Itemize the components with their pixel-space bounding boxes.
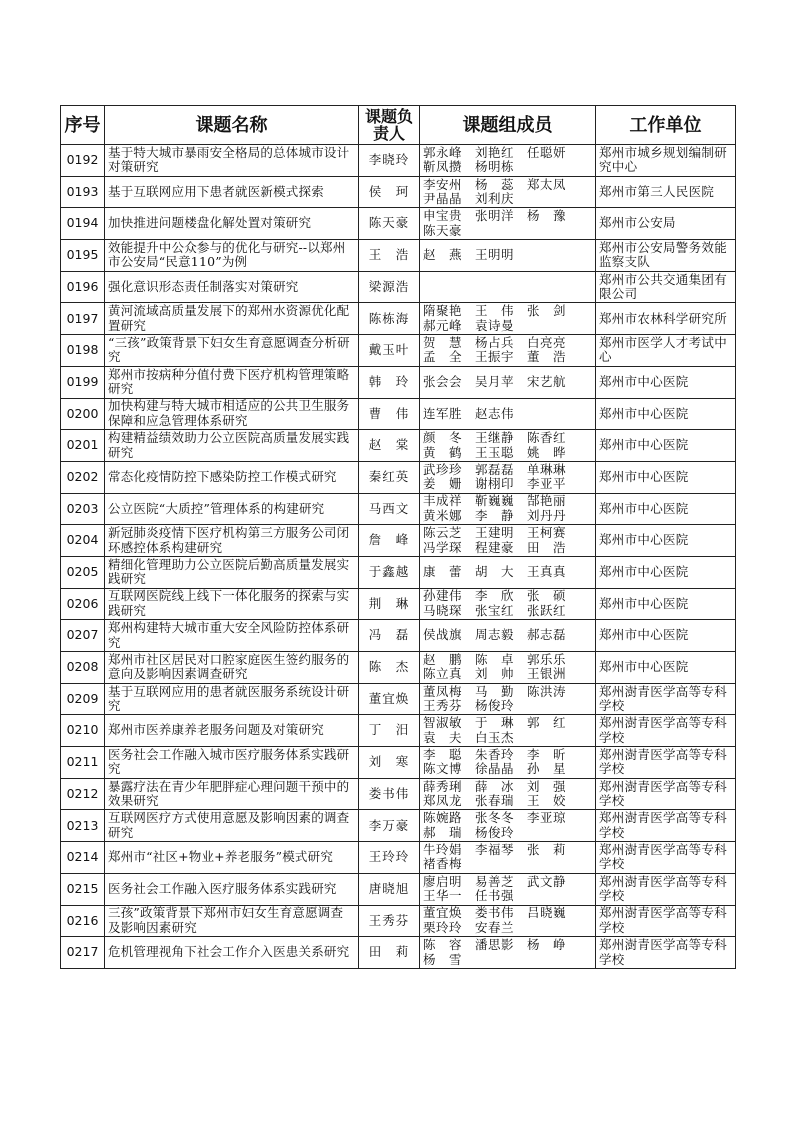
cell-seq: 0213 <box>61 810 105 842</box>
table-row <box>61 430 736 462</box>
cell-unit: 郑州澍青医学高等专科学校 <box>596 747 736 779</box>
table-row <box>61 525 736 557</box>
cell-unit: 郑州澍青医学高等专科学校 <box>596 937 736 969</box>
cell-members: 郭永峰 刘艳红 任聪妍 靳凤攒 杨明栋 <box>420 145 596 177</box>
research-topics-table <box>60 105 736 969</box>
cell-leader: 娄书伟 <box>359 778 420 810</box>
header-members: 课题组成员 <box>420 106 596 145</box>
table-row <box>61 240 736 272</box>
cell-leader: 马西文 <box>359 493 420 525</box>
cell-title: 基于互联网应用的患者就医服务系统设计研究 <box>105 683 359 715</box>
cell-seq: 0204 <box>61 525 105 557</box>
cell-members: 智淑敏 于 琳 郭 红 袁 夫 白玉杰 <box>420 715 596 747</box>
cell-leader: 侯 珂 <box>359 176 420 208</box>
table-row <box>61 810 736 842</box>
table-row <box>61 873 736 905</box>
cell-seq: 0197 <box>61 303 105 335</box>
cell-unit: 郑州市中心医院 <box>596 430 736 462</box>
cell-seq: 0212 <box>61 778 105 810</box>
research-topics-sheet <box>60 105 736 969</box>
cell-title: 强化意识形态责任制落实对策研究 <box>105 271 359 303</box>
cell-unit: 郑州市公安局警务效能监察支队 <box>596 240 736 272</box>
cell-members: 董宜焕 娄书伟 吕晓巍 栗玲玲 安春兰 <box>420 905 596 937</box>
cell-seq: 0193 <box>61 176 105 208</box>
cell-unit: 郑州澍青医学高等专科学校 <box>596 715 736 747</box>
table-row <box>61 176 736 208</box>
table-row <box>61 652 736 684</box>
cell-title: 互联网医院线上线下一体化服务的探索与实践研究 <box>105 588 359 620</box>
cell-unit: 郑州澍青医学高等专科学校 <box>596 778 736 810</box>
cell-members: 陈 容 潘思影 杨 峥 杨 雪 <box>420 937 596 969</box>
cell-seq: 0210 <box>61 715 105 747</box>
cell-members: 贺 慧 杨占兵 白亮亮 孟 全 王振宇 董 浩 <box>420 335 596 367</box>
cell-seq: 0192 <box>61 145 105 177</box>
cell-unit: 郑州澍青医学高等专科学校 <box>596 873 736 905</box>
cell-members: 侯战旗 周志毅 郝志磊 <box>420 620 596 652</box>
cell-leader: 詹 峰 <box>359 525 420 557</box>
cell-unit: 郑州澍青医学高等专科学校 <box>596 905 736 937</box>
cell-members: 李 聪 朱香玲 李 昕 陈文博 徐晶晶 孙 星 <box>420 747 596 779</box>
cell-leader: 李万豪 <box>359 810 420 842</box>
cell-leader: 荆 琳 <box>359 588 420 620</box>
cell-leader: 陈天豪 <box>359 208 420 240</box>
cell-unit: 郑州澍青医学高等专科学校 <box>596 683 736 715</box>
cell-leader: 韩 玲 <box>359 366 420 398</box>
cell-members <box>420 271 596 303</box>
cell-members: 赵 鹏 陈 卓 郭乐乐 陈立真 刘 帅 王银洲 <box>420 652 596 684</box>
header-title: 课题名称 <box>105 106 359 145</box>
cell-seq: 0206 <box>61 588 105 620</box>
cell-members: 连军胜 赵志伟 <box>420 398 596 430</box>
cell-seq: 0195 <box>61 240 105 272</box>
table-row <box>61 620 736 652</box>
cell-title: 郑州市医养康养老服务问题及对策研究 <box>105 715 359 747</box>
cell-leader: 梁源浩 <box>359 271 420 303</box>
cell-seq: 0196 <box>61 271 105 303</box>
cell-leader: 唐晓旭 <box>359 873 420 905</box>
cell-unit: 郑州市医学人才考试中心 <box>596 335 736 367</box>
table-row <box>61 715 736 747</box>
cell-unit: 郑州市中心医院 <box>596 556 736 588</box>
cell-members: 丰成祥 靳巍巍 郜艳丽 黄米娜 李 静 刘丹丹 <box>420 493 596 525</box>
cell-unit: 郑州市中心医院 <box>596 588 736 620</box>
cell-leader: 田 莉 <box>359 937 420 969</box>
table-row <box>61 208 736 240</box>
cell-leader: 秦红英 <box>359 461 420 493</box>
cell-leader: 陈 杰 <box>359 652 420 684</box>
cell-unit: 郑州市中心医院 <box>596 620 736 652</box>
table-row <box>61 778 736 810</box>
cell-seq: 0209 <box>61 683 105 715</box>
cell-unit: 郑州市公安局 <box>596 208 736 240</box>
cell-unit: 郑州市公共交通集团有限公司 <box>596 271 736 303</box>
cell-members: 武珍珍 郭磊磊 单琳琳 姜 姗 谢栩印 李亚平 <box>420 461 596 493</box>
cell-members: 赵 燕 王明明 <box>420 240 596 272</box>
cell-seq: 0203 <box>61 493 105 525</box>
cell-seq: 0215 <box>61 873 105 905</box>
cell-leader: 丁 汨 <box>359 715 420 747</box>
cell-members: 隋聚艳 王 伟 张 剑 郝元峰 袁诗曼 <box>420 303 596 335</box>
cell-seq: 0201 <box>61 430 105 462</box>
table-row <box>61 937 736 969</box>
cell-title: 公立医院“大质控”管理体系的构建研究 <box>105 493 359 525</box>
cell-seq: 0207 <box>61 620 105 652</box>
cell-seq: 0198 <box>61 335 105 367</box>
cell-seq: 0205 <box>61 556 105 588</box>
cell-leader: 董宜焕 <box>359 683 420 715</box>
table-row <box>61 398 736 430</box>
cell-leader: 王 浩 <box>359 240 420 272</box>
table-body <box>61 145 736 969</box>
cell-seq: 0199 <box>61 366 105 398</box>
table-row <box>61 145 736 177</box>
cell-title: 加快推进问题楼盘化解处置对策研究 <box>105 208 359 240</box>
cell-leader: 戴玉叶 <box>359 335 420 367</box>
cell-title: “三孩”政策背景下妇女生育意愿调查分析研究 <box>105 335 359 367</box>
header-unit: 工作单位 <box>596 106 736 145</box>
cell-unit: 郑州市中心医院 <box>596 366 736 398</box>
table-row <box>61 493 736 525</box>
cell-title: 常态化疫情防控下感染防控工作模式研究 <box>105 461 359 493</box>
cell-unit: 郑州市中心医院 <box>596 652 736 684</box>
cell-title: 郑州市“社区+物业+养老服务”模式研究 <box>105 842 359 874</box>
cell-seq: 0211 <box>61 747 105 779</box>
table-row <box>61 588 736 620</box>
cell-members: 薛秀琍 薛 冰 刘 强 郑凤龙 张春瑞 王 姣 <box>420 778 596 810</box>
header-row <box>61 106 736 145</box>
cell-title: 构建精益绩效助力公立医院高质量发展实践研究 <box>105 430 359 462</box>
cell-title: 郑州构建特大城市重大安全风险防控体系研究 <box>105 620 359 652</box>
table-row <box>61 366 736 398</box>
cell-title: 基于互联网应用下患者就医新模式探索 <box>105 176 359 208</box>
table-row <box>61 461 736 493</box>
cell-leader: 冯 磊 <box>359 620 420 652</box>
cell-seq: 0208 <box>61 652 105 684</box>
cell-seq: 0214 <box>61 842 105 874</box>
cell-unit: 郑州澍青医学高等专科学校 <box>596 842 736 874</box>
cell-members: 申宝贵 张明洋 杨 豫 陈天豪 <box>420 208 596 240</box>
table-row <box>61 556 736 588</box>
cell-title: 精细化管理助力公立医院后勤高质量发展实践研究 <box>105 556 359 588</box>
table-row <box>61 335 736 367</box>
header-leader: 课题负责人 <box>359 106 420 145</box>
cell-seq: 0216 <box>61 905 105 937</box>
cell-title: 医务社会工作融入医疗服务体系实践研究 <box>105 873 359 905</box>
cell-seq: 0194 <box>61 208 105 240</box>
cell-unit: 郑州市第三人民医院 <box>596 176 736 208</box>
table-row <box>61 683 736 715</box>
cell-unit: 郑州市农林科学研究所 <box>596 303 736 335</box>
cell-leader: 刘 寒 <box>359 747 420 779</box>
cell-leader: 王玲玲 <box>359 842 420 874</box>
cell-leader: 李晓玲 <box>359 145 420 177</box>
cell-leader: 于鑫越 <box>359 556 420 588</box>
cell-members: 董凤梅 马 勤 陈洪涛 王秀芬 杨俊玲 <box>420 683 596 715</box>
cell-leader: 王秀芬 <box>359 905 420 937</box>
cell-title: 郑州市按病种分值付费下医疗机构管理策略研究 <box>105 366 359 398</box>
cell-unit: 郑州市中心医院 <box>596 525 736 557</box>
cell-leader: 赵 棠 <box>359 430 420 462</box>
cell-unit: 郑州澍青医学高等专科学校 <box>596 810 736 842</box>
cell-members: 李安州 杨 蕊 郑太凤 尹晶晶 刘利庆 <box>420 176 596 208</box>
cell-unit: 郑州市中心医院 <box>596 398 736 430</box>
cell-title: 效能提升中公众参与的优化与研究--以郑州市公安局“民意110”为例 <box>105 240 359 272</box>
table-row <box>61 842 736 874</box>
cell-seq: 0200 <box>61 398 105 430</box>
cell-members: 廖启明 易善芝 武文静 王华一 任书强 <box>420 873 596 905</box>
cell-leader: 曹 伟 <box>359 398 420 430</box>
cell-members: 牛玲娟 李福琴 张 莉 褚香梅 <box>420 842 596 874</box>
cell-members: 张会会 吴月苹 宋艺航 <box>420 366 596 398</box>
cell-title: 医务社会工作融入城市医疗服务体系实践研究 <box>105 747 359 779</box>
cell-leader: 陈栋海 <box>359 303 420 335</box>
cell-members: 孙建伟 李 欣 张 硕 马晓琛 张宝红 张跃红 <box>420 588 596 620</box>
cell-unit: 郑州市中心医院 <box>596 461 736 493</box>
cell-title: 黄河流域高质量发展下的郑州水资源优化配置研究 <box>105 303 359 335</box>
cell-title: 暴露疗法在青少年肥胖症心理问题干预中的效果研究 <box>105 778 359 810</box>
cell-title: 基于特大城市暴雨安全格局的总体城市设计对策研究 <box>105 145 359 177</box>
table-row <box>61 905 736 937</box>
table-row <box>61 303 736 335</box>
cell-unit: 郑州市中心医院 <box>596 493 736 525</box>
cell-title: 加快构建与特大城市相适应的公共卫生服务保障和应急管理体系研究 <box>105 398 359 430</box>
cell-unit: 郑州市城乡规划编制研究中心 <box>596 145 736 177</box>
table-row <box>61 271 736 303</box>
table-row <box>61 747 736 779</box>
cell-members: 陈云芝 王建明 王柯赛 冯学琛 程建豪 田 浩 <box>420 525 596 557</box>
cell-seq: 0202 <box>61 461 105 493</box>
cell-members: 康 蕾 胡 大 王真真 <box>420 556 596 588</box>
cell-title: 三孩”政策背景下郑州市妇女生育意愿调查及影响因素研究 <box>105 905 359 937</box>
cell-seq: 0217 <box>61 937 105 969</box>
cell-members: 颜 冬 王继静 陈香红 黄 鹤 王玉聪 姚 晔 <box>420 430 596 462</box>
cell-title: 郑州市社区居民对口腔家庭医生签约服务的意向及影响因素调查研究 <box>105 652 359 684</box>
cell-members: 陈婉路 张冬冬 李亚琼 郝 瑞 杨俊玲 <box>420 810 596 842</box>
header-seq: 序号 <box>61 106 105 145</box>
cell-title: 危机管理视角下社会工作介入医患关系研究 <box>105 937 359 969</box>
cell-title: 互联网医疗方式使用意愿及影响因素的调查研究 <box>105 810 359 842</box>
cell-title: 新冠肺炎疫情下医疗机构第三方服务公司闭环感控体系构建研究 <box>105 525 359 557</box>
